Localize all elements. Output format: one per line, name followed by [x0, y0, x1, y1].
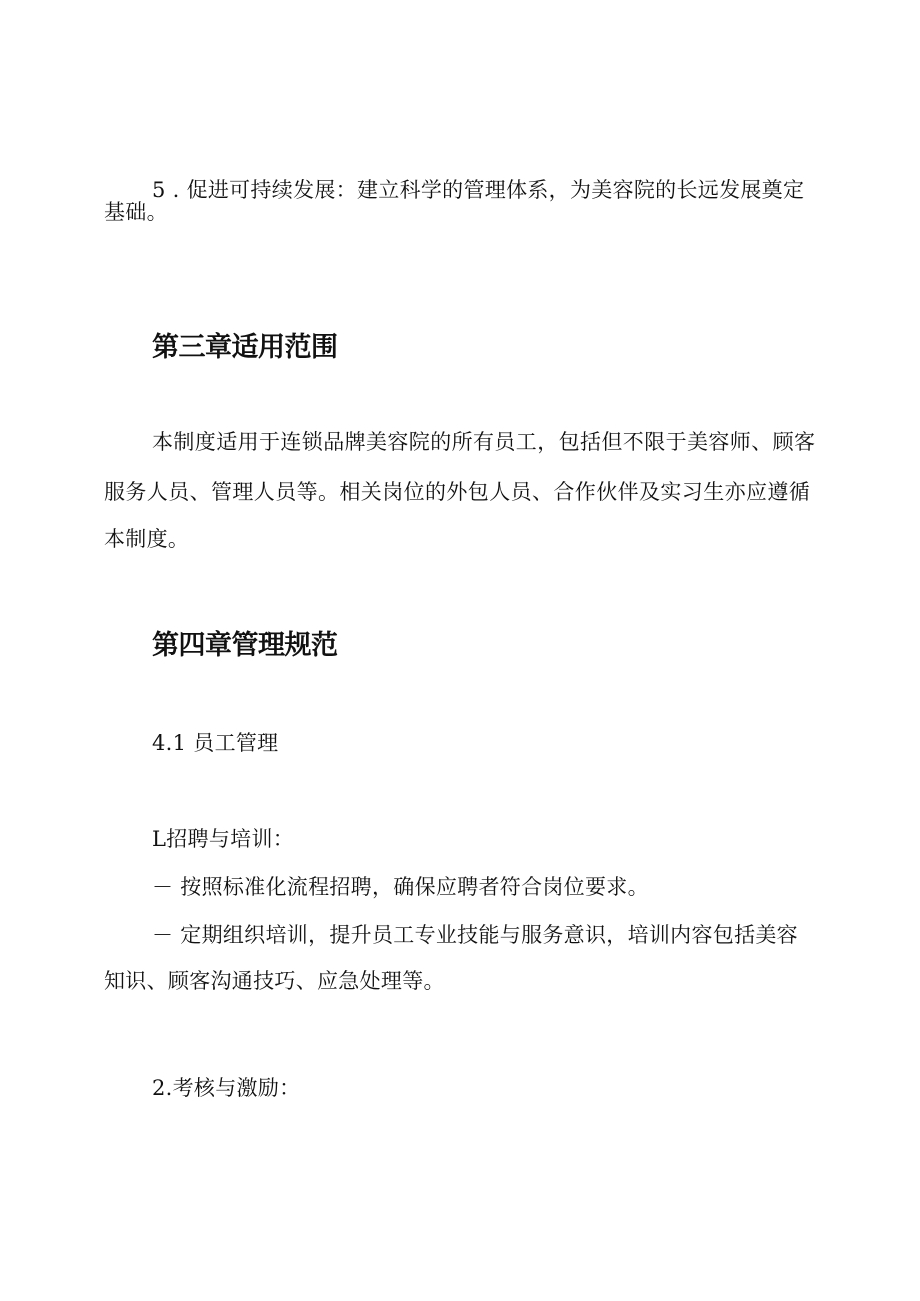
section-4-1-title: 4.1 员工管理 [152, 731, 279, 755]
item-1-bullet-2-line-1: － 定期组织培训，提升员工专业技能与服务意识，培训内容包括美容 [152, 923, 798, 947]
item-1-bullet-1: － 按照标准化流程招聘，确保应聘者符合岗位要求。 [152, 875, 649, 899]
goal-5-line-2: 基础。 [104, 200, 168, 224]
chapter-3-paragraph-line-3: 本制度。 [104, 527, 190, 551]
goal-5-line-1: 5 . 促进可持续发展：建立科学的管理体系，为美容院的长远发展奠定 [152, 178, 805, 202]
chapter-3-paragraph-line-1: 本制度适用于连锁品牌美容院的所有员工，包括但不限于美容师、顾客 [152, 430, 816, 454]
item-2-title: 2.考核与激励： [152, 1076, 301, 1100]
chapter-4-heading: 第四章管理规范 [152, 630, 338, 661]
chapter-3-heading: 第三章适用范围 [152, 332, 338, 363]
item-1-title: L招聘与培训： [152, 827, 295, 851]
item-1-bullet-2-line-2: 知识、顾客沟通技巧、应急处理等。 [104, 969, 445, 993]
chapter-3-paragraph-line-2: 服务人员、管理人员等。相关岗位的外包人员、合作伙伴及实习生亦应遵循 [104, 480, 811, 504]
